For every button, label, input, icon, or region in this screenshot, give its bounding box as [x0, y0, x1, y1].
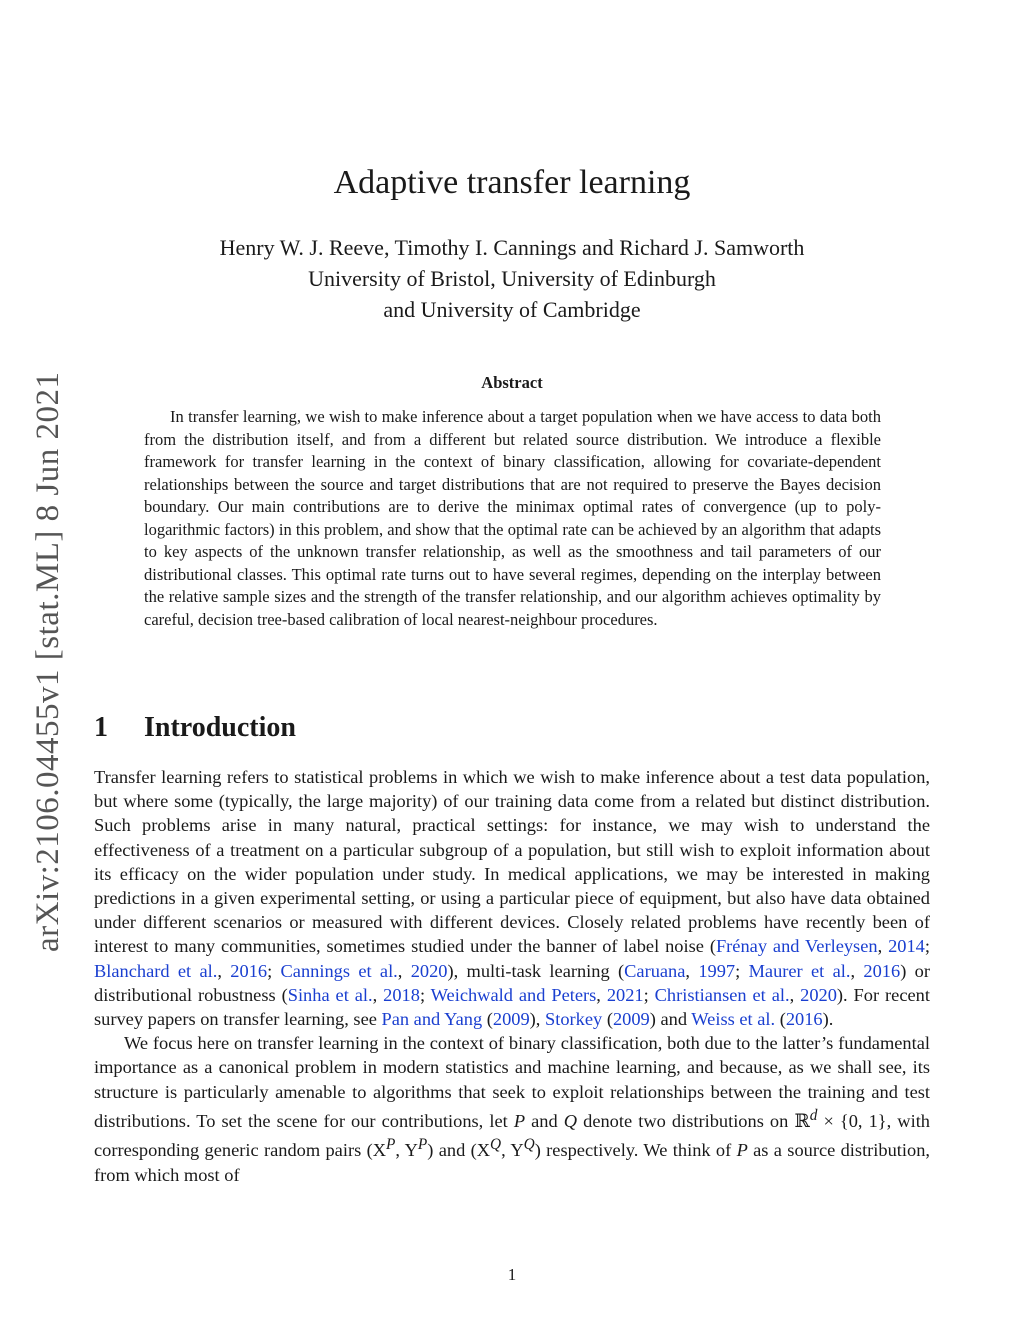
citation-year-link[interactable]: 2016 [230, 960, 268, 981]
citation-year-link[interactable]: 2016 [785, 1009, 823, 1030]
math-expression: ($X^Q$, $Y^Q$) [470, 1136, 541, 1161]
author-names: Henry W. J. Reeve, Timothy I. Cannings and Richard J. Samworth [219, 235, 805, 260]
citation-link[interactable]: Blanchard et al. [94, 960, 218, 981]
citation-link[interactable]: Maurer et al. [748, 960, 851, 981]
abstract-text: In transfer learning, we wish to make inference about a target population when we have access to data both from the distribution itself, and from a different but related source distribution. We introduce a flexible framework for transfer learning in the context of binary classification, allowing for covariate-dependent relationships between the source and target distributions that are not required to preserve the Bayes decision boundary. Our main contributions are to derive the minimax optimal rates of convergence (up to poly-logarithmic factors) in this problem, and show that the optimal rate can be achieved by an algorithm that adapts to key aspects of the unknown transfer relationship, as well as the smoothness and tail parameters of our distributional classes. This optimal rate turns out to have several regimes, depending on the interplay between the relative sample sizes and the strength of the transfer relationship, and our algorithm achieves optimality by careful, decision tree-based calibration of local nearest-neighbour procedures. [144, 407, 881, 629]
intro-paragraph-1: Transfer learning refers to statistical problems in which we wish to make inference about a test data population, but where some (typically, the large majority) of our training data come from a related but distinct distribution. Such problems arise in many natural, practical settings: for instance, we may wish to understand the effectiveness of a treatment on a particular subgroup of a population, but still wish to exploit information about its efficacy on the wider population under study. In medical applications, we may be interested in making predictions in a given experimental setting, or using a particular piece of equipment, but also have data obtained under different scenarios or measured with different devices. Closely related problems have recently been of interest to many communities, sometimes studied under the banner of label noise (Frénay and Verleysen, 2014; Blanchard et al., 2016; Cannings et al., 2020), multi-task learning (Caruana, 1997; Maurer et al., 2016) or distributional robustness (Sinha et al., 2018; Weichwald and Peters, 2021; Christiansen et al., 2020). For recent survey papers on transfer learning, see Pan and Yang (2009), Storkey (2009) and Weiss et al. (2016). [94, 767, 930, 1030]
math-expression: ℝ$^d$ × {0, 1} [794, 1106, 887, 1131]
intro-paragraph-2: We focus here on transfer learning in the context of binary classification, both due to the latter’s fundamental importance as a canonical problem in modern statistics and machine learning, and because, as we shall see, its structure is particularly amenable to algorithms that seek to exploit relationships between the training and test distributions. To set the scene for our contributions, let P and Q denote two distributions on ℝ$^d$ × {0, 1}, with corresponding generic random pairs ($X^P$, $Y^P$) and ($X^Q$, $Y^Q$) respectively. We think of P as a source distribution, from which most of [94, 1033, 931, 1185]
section-heading [94, 712, 296, 744]
citation-year-link[interactable]: 2009 [612, 1009, 650, 1030]
math-symbol: P [736, 1140, 748, 1161]
author-block [0, 232, 1024, 325]
citation-link[interactable]: Weiss et al. [691, 1009, 776, 1030]
affiliation-line-2: and University of Cambridge [383, 297, 641, 322]
paper-title: Adaptive transfer learning [333, 164, 691, 201]
arxiv-stamp [30, 362, 64, 962]
citation-year-link[interactable]: 2016 [863, 960, 901, 981]
math-expression: ($X^P$, $Y^P$) [366, 1136, 434, 1161]
citation-link[interactable]: Storkey [545, 1009, 603, 1030]
page-number: 1 [507, 1265, 517, 1284]
citation-link[interactable]: Caruana [624, 960, 686, 981]
citation-year-link[interactable]: 2018 [383, 984, 420, 1005]
citation-year-link[interactable]: 2020 [410, 960, 448, 981]
citation-link[interactable]: Sinha et al. [287, 984, 373, 1005]
abstract-heading: Abstract [481, 373, 543, 392]
math-symbol: Q [563, 1110, 578, 1131]
affiliation-line-1: University of Bristol, University of Edinburgh [308, 266, 716, 291]
citation-link[interactable]: Weichwald and Peters [430, 984, 597, 1005]
section-number: 1 [94, 712, 108, 743]
section-title: Introduction [144, 712, 296, 743]
intro-body [94, 765, 930, 1187]
citation-year-link[interactable]: 2021 [606, 984, 644, 1005]
citation-year-link[interactable]: 2014 [888, 936, 925, 957]
citation-link[interactable]: Christiansen et al. [654, 984, 790, 1005]
arxiv-stamp-text: arXiv:2106.04455v1 [stat.ML] 8 Jun 2021 [30, 371, 66, 952]
citation-link[interactable]: Frénay and Verleysen [715, 936, 878, 957]
math-symbol: P [513, 1110, 526, 1131]
citation-year-link[interactable]: 1997 [698, 960, 736, 981]
citation-link[interactable]: Pan and Yang [381, 1009, 483, 1030]
citation-year-link[interactable]: 2020 [800, 984, 837, 1005]
citation-year-link[interactable]: 2009 [492, 1009, 530, 1030]
citation-link[interactable]: Cannings et al. [280, 960, 398, 981]
